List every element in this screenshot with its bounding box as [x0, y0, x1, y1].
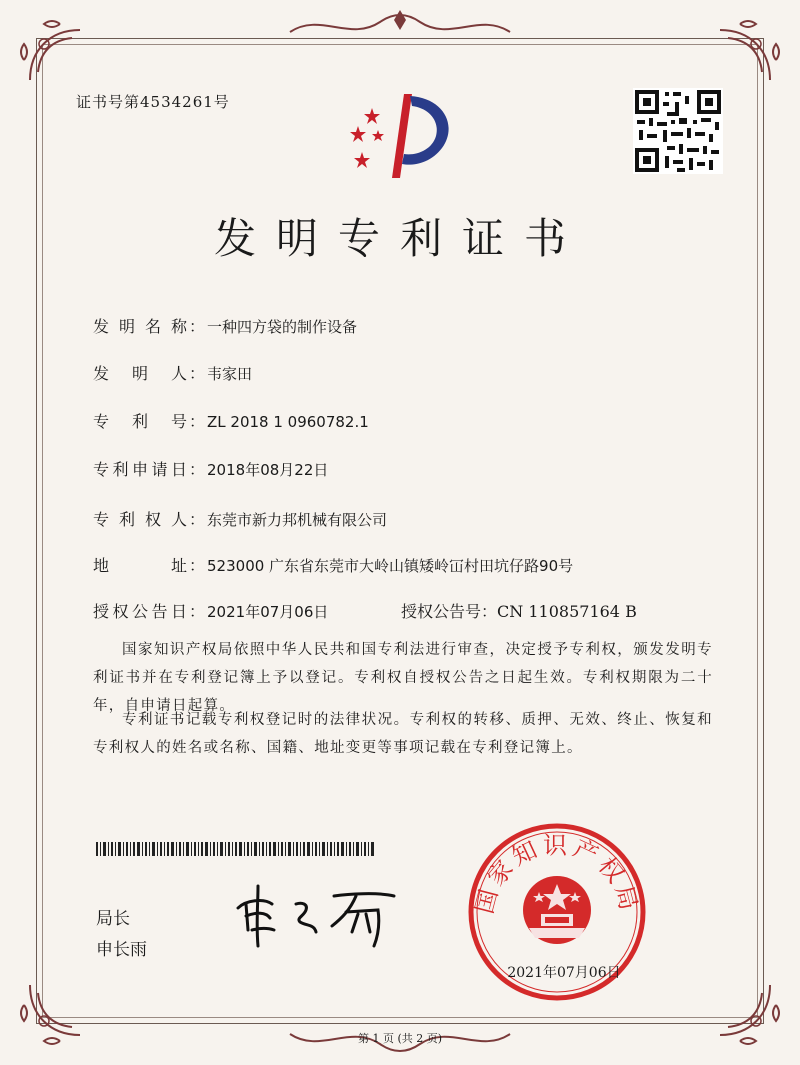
field-value: CN 110857164 B	[497, 602, 637, 621]
field-patentee: 专利权人： 东莞市新力邦机械有限公司	[93, 507, 387, 530]
top-right-ornament	[700, 10, 790, 100]
field-application-date: 专利申请日： 2018年08月22日	[93, 457, 328, 480]
barcode-icon	[96, 842, 376, 856]
field-grant-number: 授权公告号：CN 110857164 B	[401, 602, 637, 621]
certificate-number: 证书号第4534261号	[76, 93, 230, 111]
field-label: 专利申请日	[93, 460, 189, 479]
field-value: 韦家田	[207, 365, 253, 383]
inner-border	[42, 44, 758, 1018]
field-patent-number: 专利号： ZL 2018 1 0960782.1	[93, 409, 369, 432]
field-address: 地址： 523000 广东省东莞市大岭山镇矮岭冚村田坑仔路90号	[93, 553, 573, 576]
qr-code-icon	[633, 88, 723, 174]
national-emblem-icon	[523, 876, 591, 944]
top-left-ornament	[10, 10, 100, 100]
signatory-title: 局长	[96, 909, 130, 929]
paragraph-legal-status: 专利证书记载专利权登记时的法律状况。专利权的转移、质押、无效、终止、恢复和专利权人的姓名或名称、国籍、地址变更等事项记载在专利登记簿上。	[93, 712, 713, 756]
field-value: 523000 广东省东莞市大岭山镇矮岭冚村田坑仔路90号	[207, 557, 574, 575]
handwritten-signature	[228, 874, 408, 954]
field-label: 授权公告日	[93, 602, 189, 621]
field-value: 一种四方袋的制作设备	[207, 318, 358, 336]
seal-text: 国家知识产权局	[470, 831, 644, 917]
field-invention-name: 发明名称： 一种四方袋的制作设备	[93, 314, 357, 337]
field-label: 专利号	[93, 412, 189, 431]
certificate-title: 发明专利证书	[213, 214, 586, 263]
paragraph-grant-statement: 国家知识产权局依照中华人民共和国专利法进行审查，决定授予专利权，颁发发明专利证书并在专利登记簿上予以登记。专利权自授权公告之日起生效。专利权期限为二十年，自申请日起算。	[93, 642, 713, 714]
field-label: 发明名称	[93, 317, 189, 336]
top-center-ornament	[280, 2, 520, 48]
patent-office-logo-icon	[332, 86, 462, 186]
field-label: 地址	[93, 556, 189, 575]
field-inventor: 发明人： 韦家田	[93, 361, 252, 384]
seal-date: 2021年07月06日	[507, 965, 621, 981]
field-label: 授权公告号	[401, 602, 482, 621]
page-footer: 第 1 页 (共 2 页)	[357, 1032, 443, 1045]
field-value: 2018年08月22日	[207, 461, 329, 479]
field-grant-date: 授权公告日： 2021年07月06日	[93, 599, 328, 622]
field-label: 发明人	[93, 364, 189, 383]
field-value: 2021年07月06日	[207, 603, 329, 621]
field-value: ZL 2018 1 0960782.1	[207, 413, 369, 431]
field-label: 专利权人	[93, 510, 189, 529]
field-value: 东莞市新力邦机械有限公司	[207, 511, 388, 529]
signatory-name: 申长雨	[96, 940, 147, 960]
